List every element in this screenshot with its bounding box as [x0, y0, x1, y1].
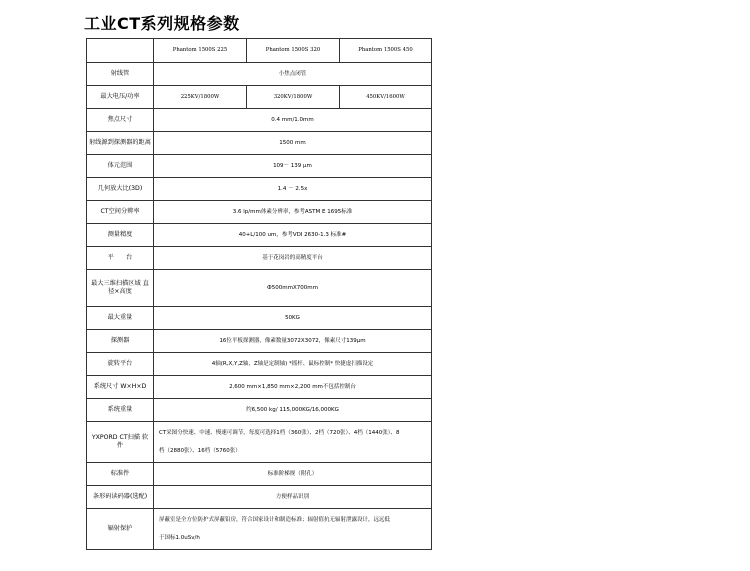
- row-value: 基于花岗岩的高精度平台: [154, 247, 432, 270]
- row-value: 50KG: [154, 307, 432, 330]
- software-line-2: 档（2880张）、16档（5760张）: [159, 448, 241, 454]
- table-row: [87, 201, 432, 224]
- voltage-450: 450KV/1600W: [340, 86, 432, 109]
- row-value: 方便样品识别: [154, 486, 432, 509]
- table-row: [87, 224, 432, 247]
- model-header-450: Phantom 1500S 450: [340, 39, 432, 63]
- row-label: 几何放大比(3D): [87, 178, 154, 201]
- row-label: 焦点尺寸: [87, 109, 154, 132]
- row-value: 40+L/100 um，参考VDI 2630-1.3 标准#: [154, 224, 432, 247]
- table-row: [87, 422, 432, 463]
- table-row: [87, 132, 432, 155]
- row-value: 109－ 139 μm: [154, 155, 432, 178]
- row-value: Ф500mmX700mm: [154, 270, 432, 307]
- row-label: YXPORD CT扫描 软件: [87, 422, 154, 463]
- table-row: [87, 353, 432, 376]
- row-label: 系统尺寸 W×H×D: [87, 376, 154, 399]
- table-row: [87, 307, 432, 330]
- row-value: 约6,500 kg/ 115,000KG/16,000KG: [154, 399, 432, 422]
- row-label: 系统重量: [87, 399, 154, 422]
- row-label: 标准件: [87, 463, 154, 486]
- table-row: [87, 247, 432, 270]
- row-label: 最大重量: [87, 307, 154, 330]
- table-header-row: [87, 39, 432, 63]
- software-line-1: CT采图分快速、中速、慢速可调节，每度可选择1档（360张）、2档（720张）、4档（1440张）、8: [159, 430, 400, 436]
- voltage-320: 320KV/1800W: [247, 86, 340, 109]
- row-value: 4轴(R,X,Y,Z轴，Z轴是定制轴) *摇杆、鼠标控制* 快捷虚扫描设定: [154, 353, 432, 376]
- row-label: 射线管: [87, 63, 154, 86]
- row-label: 探测器: [87, 330, 154, 353]
- row-label: 最大电压/功率: [87, 86, 154, 109]
- row-value: 0.4 mm/1.0mm: [154, 109, 432, 132]
- row-label: 体元范围: [87, 155, 154, 178]
- table-row: [87, 509, 432, 550]
- radiation-description: [154, 509, 432, 550]
- table-row: [87, 463, 432, 486]
- table-row: [87, 109, 432, 132]
- table-row: [87, 86, 432, 109]
- software-description: [154, 422, 432, 463]
- table-row: [87, 63, 432, 86]
- voltage-225: 225KV/1800W: [154, 86, 247, 109]
- table-row: [87, 330, 432, 353]
- row-label: CT空间分辨率: [87, 201, 154, 224]
- row-label: 测量精度: [87, 224, 154, 247]
- page-title: 工业CT系列规格参数: [84, 14, 240, 33]
- row-label: 最大三维扫描区域 直径×高度: [87, 270, 154, 307]
- row-label: 射线源到探测器的距离: [87, 132, 154, 155]
- row-value: 小焦点闭管: [154, 63, 432, 86]
- row-value: 标准阶梯规（附孔）: [154, 463, 432, 486]
- row-value: 1.4 － 2.5x: [154, 178, 432, 201]
- row-value: 1500 mm: [154, 132, 432, 155]
- row-label: 辐射保护: [87, 509, 154, 550]
- table-row: [87, 399, 432, 422]
- row-value: 16位平板探测器，像素数量3072X3072，像素尺寸139μm: [154, 330, 432, 353]
- row-value: 3.6 lp/mm体素分辨率，参考ASTM E 1695标准: [154, 201, 432, 224]
- radiation-line-1: 屏蔽室是全方位防护式屏蔽铅房，符合国家设计和制造标准；辐射值抗无辐射泄露设计，远远低: [159, 517, 391, 523]
- table-row: [87, 376, 432, 399]
- row-label: 旋转平台: [87, 353, 154, 376]
- spec-table: [86, 38, 432, 550]
- table-row: [87, 486, 432, 509]
- radiation-line-2: 于国标1.0uSv/h: [159, 535, 200, 541]
- table-row: [87, 270, 432, 307]
- table-row: [87, 155, 432, 178]
- corner-cell: [87, 39, 154, 63]
- row-value: 2,600 mm×1,850 mm×2,200 mm不包括控制台: [154, 376, 432, 399]
- table-row: [87, 178, 432, 201]
- row-label: 条形码读码器(选配): [87, 486, 154, 509]
- model-header-225: Phantom 1500S 225: [154, 39, 247, 63]
- model-header-320: Phantom 1500S 320: [247, 39, 340, 63]
- row-label: 平 台: [87, 247, 154, 270]
